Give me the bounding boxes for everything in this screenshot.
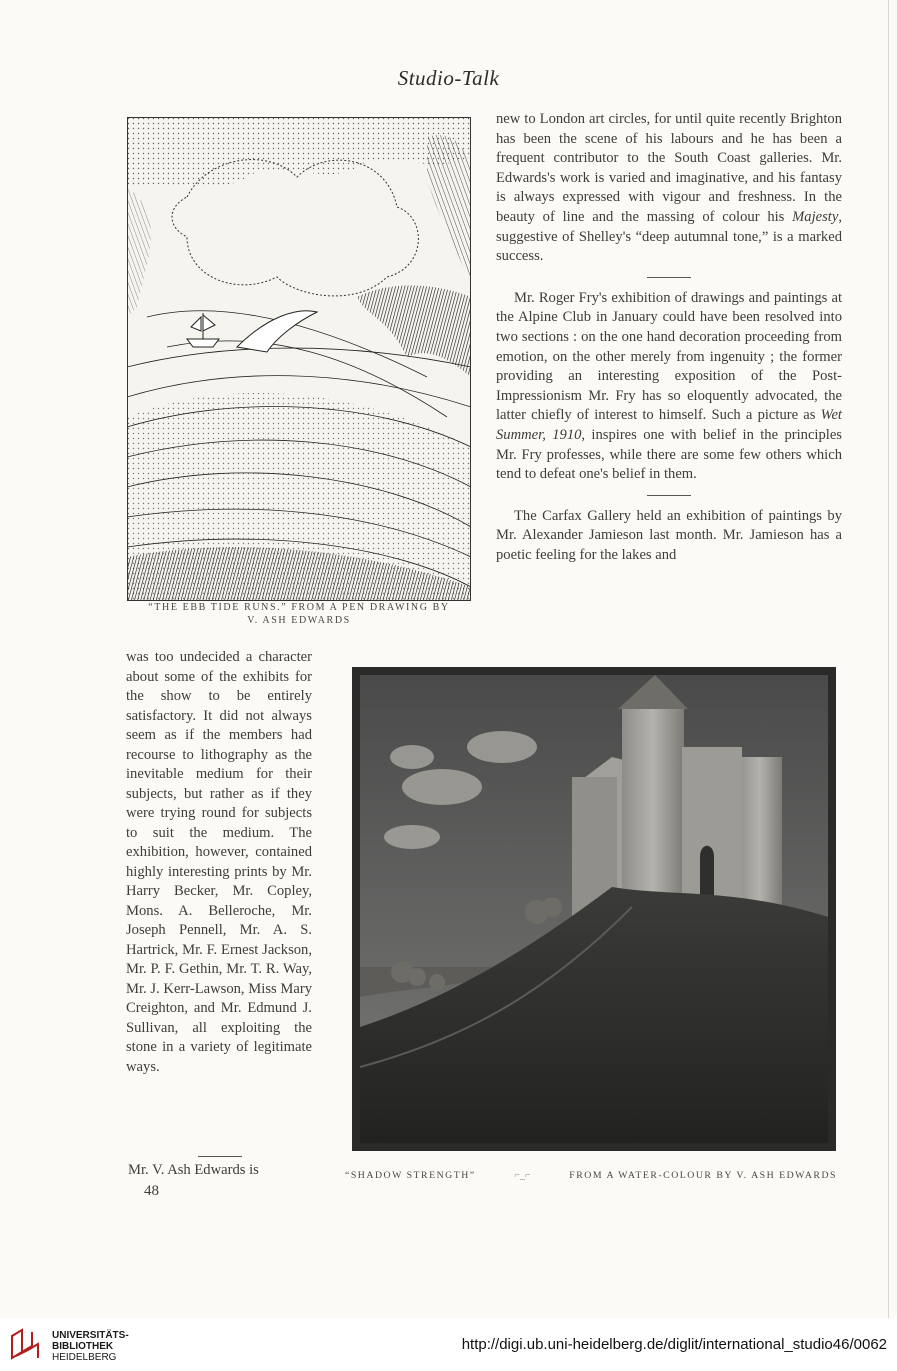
source-url[interactable]: http://digi.ub.uni-heidelberg.de/diglit/international_studio46/0062 [461,1336,887,1353]
title-wet-summer: Wet Summer, 1910 [496,407,842,443]
section-rule [647,495,691,496]
right-column-text [496,110,842,565]
library-name-line2: BIBLIOTHEK [52,1341,114,1352]
stamp-mark: ⌐_⌐ [514,1170,531,1181]
library-logo-icon [8,1326,44,1362]
drawing-caption [114,601,484,627]
shadow-strength-plate [352,667,836,1151]
ebb-tide-drawing [127,117,471,601]
paragraph-fry [496,289,842,485]
paragraph-fry-text: Mr. Roger Fry's exhibition of drawings and paintings at the Alpine Club in January could have been resolved into two sections : on the one hand decoration proceeding from emotion, on the other merely from ingenuity ; the former providing an interesting exposition of the Post-Impressionism Mr. Fry has so eloquently advocated, the latter chiefly of interest to himself. Such a picture as [496,289,842,424]
plate-caption [345,1170,837,1181]
paragraph-fry-end: , inspires one with belief in the principles Mr. Fry professes, while there are some few others which tend to defeat one's belief in them. [496,426,842,483]
paragraph-carfax: The Carfax Gallery held an exhibition of paintings by Mr. Alexander Jamieson last month. Mr. Jamieson has a poetic feeling for the lakes and [496,507,842,563]
title-majesty: Majesty [792,208,839,225]
drawing-caption-line2: V. ASH EDWARDS [247,615,351,626]
plate-caption-title: “SHADOW STRENGTH” [345,1170,476,1181]
plate-caption-credit: FROM A WATER-COLOUR BY V. ASH EDWARDS [569,1170,837,1181]
drawing-caption-line1: “THE EBB TIDE RUNS.” FROM A PEN DRAWING BY [148,602,450,613]
library-name-line3: HEIDELBERG [52,1352,117,1363]
section-rule [647,277,691,278]
running-head: Studio-Talk [397,66,500,90]
paragraph-lithography: was too undecided a character about some of the exhibits for the show to be entirely satisfactory. It did not always seem as if the members had recourse to lithography as the inevitable medium for their subjects, but rather as if they were trying round for subjects to suit the medium. The exhibition, however, contained highly interesting prints by Mr. Harry Becker, Mr. Copley, Mons. A. Belleroche, Mr. Joseph Pennell, Mr. A. S. Hartrick, Mr. F. Ernest Jackson, Mr. P. F. Gethin, Mr. T. R. Way, Mr. J. Kerr-Lawson, Miss Mary Creighton, and Mr. Edmund J. Sullivan, all exploiting the stone in a variety of legitimate ways. [126,649,312,1075]
section-rule [198,1156,242,1157]
page-number: 48 [144,1183,159,1199]
library-name [52,1330,129,1363]
library-name-line1: UNIVERSITÄTS- [52,1330,129,1341]
paragraph-edwards [496,110,842,267]
page-edge [888,0,889,1318]
paragraph-edwards-end: , suggestive of Shelley's “deep autumnal tone,” is a marked success. [496,208,842,265]
left-column-text [126,648,312,1077]
continued-line: Mr. V. Ash Edwards is [128,1162,259,1178]
paragraph-edwards-text: new to London art circles, for until quite recently Brighton has been the scene of his labours and he has been a frequent contributor to the South Coast galleries. Mr. Edwards's work is varied and imaginative, and his fantasy is always expressed with vigour and freshness. In the beauty of line and the massing of colour his [496,111,842,225]
